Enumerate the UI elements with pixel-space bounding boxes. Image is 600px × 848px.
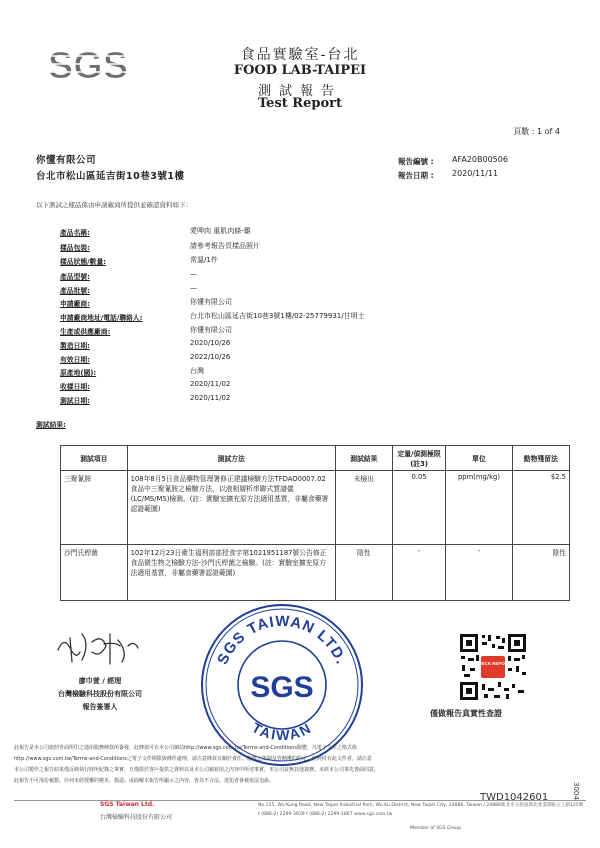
sgs-logo xyxy=(40,42,136,86)
field-value: 請參考報告頁樣品照片 xyxy=(190,242,260,250)
document-serial: TWD1042601 xyxy=(480,792,549,803)
field-label: 原產地(國): xyxy=(60,369,97,377)
signature xyxy=(48,620,148,680)
report-title-en: Test Report xyxy=(258,96,342,111)
cell-method: 102年12月23日衛生福利部部授食字第1021951187號公告修正食品微生物之檢驗方法-沙門氏桿菌之檢驗。(註：實驗室擴充原方法適用基質，非屬食藥署認證範圍) xyxy=(127,545,335,601)
cell-lod: - xyxy=(392,545,446,601)
footer-contact: t (886-2) 2299-3939 f (886-2) 2299-1867 www.sgs.com.tw xyxy=(258,812,393,817)
col-header: 測試方法 xyxy=(127,446,335,471)
table-row xyxy=(61,471,570,545)
field-label: 生產或供應廠商: xyxy=(60,328,111,336)
svg-text:SGS: SGS xyxy=(250,671,314,704)
field-value: 你懂有限公司 xyxy=(190,298,232,306)
field-label: 產品型號: xyxy=(60,273,90,281)
report-date: 2020/11/11 xyxy=(452,169,499,178)
results-table xyxy=(60,445,570,601)
col-header: 測試項目 xyxy=(61,446,128,471)
side-code-text: 3004 xyxy=(572,782,580,800)
footer-terms-line: 此報告不可部份複製。任何未經授權的變更、偽造、或曲解本報告所顯示之內容，皆為不合法，違犯者會被依法追訴。 xyxy=(14,778,275,784)
table-header-row xyxy=(61,446,570,471)
report-number-label: 報告編號 : xyxy=(398,157,434,166)
footer-company-zh: 台灣檢驗科技股份有限公司 xyxy=(100,814,173,821)
field-label: 有效日期: xyxy=(60,356,90,364)
cell-method: 108年8月5日食品藥物管理署修正建議檢驗方法TFDAO0007.02食品中三聚氰胺之檢驗方法，以液相層析串聯式質譜儀(LC/MS/MS)檢測。(註：實驗室擴充原方法適用基質，非屬食藥署認證範圍) xyxy=(127,471,335,545)
lab-title-en: FOOD LAB-TAIPEI xyxy=(233,63,367,78)
col-header: 定量/偵測極限(註3) xyxy=(392,446,446,471)
intro-text: 以下測試之樣品係由申請廠商所提供並確認資料如下： xyxy=(36,201,192,209)
field-label: 申請廠商: xyxy=(60,300,90,308)
field-value: 台灣 xyxy=(190,367,204,375)
page-number: 頁數 : 1 of 4 xyxy=(513,127,560,136)
cell-unit: - xyxy=(446,545,512,601)
member-of-sgs-group: Member of SGS Group xyxy=(410,826,462,831)
footer-terms-line: 此報告是本公司依照背面所印之通用服務條款所簽發，此條款可在本公司網站http://www.sgs.com.tw/Terms-and-Conditions閱覽，凡電子文件之格式依 xyxy=(14,745,357,751)
svg-text:SGS TAIWAN LTD.: SGS TAIWAN LTD. xyxy=(214,612,350,668)
signer-role: 報告簽署人 xyxy=(82,703,118,711)
field-label: 測試日期: xyxy=(60,397,90,405)
field-label: 收樣日期: xyxy=(60,383,90,391)
field-value: 2020/11/02 xyxy=(190,394,231,402)
svg-text:TAIWAN: TAIWAN xyxy=(249,719,315,744)
field-value: 常溫/1件 xyxy=(190,256,218,264)
field-value: — xyxy=(190,270,197,278)
footer-terms-line: http://www.sgs.com.tw/Terms-and-Conditions之電子文件期限與條件處理。請注意條款有關於責任、賠償之限制及管轄權的約定。任何持有此文件者，請注意 xyxy=(14,756,372,762)
field-label: 樣品包裝: xyxy=(60,244,90,252)
col-header: 單位 xyxy=(446,446,512,471)
svg-text:SGS: SGS xyxy=(47,45,129,86)
cell-unit: ppm(mg/kg) xyxy=(446,471,512,545)
field-value: 你懂有限公司 xyxy=(190,326,232,334)
field-value: 2020/10/26 xyxy=(190,339,231,347)
report-title-zh: 測試報告 xyxy=(257,84,342,99)
cell-item: 三聚氰胺 xyxy=(61,471,128,545)
cell-limit: $2.5 xyxy=(512,471,569,545)
qr-verification-label: 僅做報告真實性查證 xyxy=(430,709,502,718)
signer-company: 台灣檢驗科技股份有限公司 xyxy=(58,690,142,698)
footer-address: No.125, Wu Kung Road, New Taipei Industrial Park, Wu Ku District, New Taipei City, 24886, Taiwan / 24886新北市五股區新北產業園區五工路125號 xyxy=(258,803,584,808)
cell-result: 陰性 xyxy=(335,545,392,601)
cell-item: 沙門氏桿菌 xyxy=(61,545,128,601)
table-row xyxy=(61,545,570,601)
results-title: 測試結果: xyxy=(36,421,66,429)
report-date-label: 報告日期 : xyxy=(398,171,434,180)
field-value: 2022/10/26 xyxy=(190,353,231,361)
footer-company-en: SGS Taiwan Ltd. xyxy=(100,801,155,808)
field-label: 產品名稱: xyxy=(60,229,90,237)
field-value: 2020/11/02 xyxy=(190,380,231,388)
field-value: — xyxy=(190,284,197,292)
col-header: 測試結果 xyxy=(335,446,392,471)
client-name: 你懂有限公司 xyxy=(36,155,97,166)
cell-limit: 陰性 xyxy=(512,545,569,601)
report-number: AFA20B00506 xyxy=(452,155,508,164)
field-label: 產品批號: xyxy=(60,287,90,295)
signer-name: 廖巾萱 / 經理 xyxy=(78,677,122,685)
field-value: 愛呷肉 重肌肉條-雞 xyxy=(190,227,251,235)
footer-terms-line: 本公司製作之報告結果僅反映執行時所紀錄之事實，且僅限於客戶提供之資料以及本公司被雇用之內容中所述事實，本公司並無其他義務。未經本公司事先書面同意， xyxy=(14,767,380,773)
svg-text:CHECK REPORT: CHECK REPORT xyxy=(474,661,512,666)
field-label: 申請廠商地址/電話/聯絡人: xyxy=(60,314,143,322)
client-address: 台北市松山區延吉街10巷3號1樓 xyxy=(36,171,185,182)
field-label: 製造日期: xyxy=(60,342,90,350)
field-value: 台北市松山區延吉街10巷3號1樓/02-25779931/甘明士 xyxy=(190,312,365,320)
cell-lod: 0.05 xyxy=(392,471,446,545)
col-header: 動物殘留法 xyxy=(512,446,569,471)
lab-title-zh: 食品實驗室-台北 xyxy=(240,47,360,63)
side-code xyxy=(566,782,584,822)
verification-qr-code[interactable] xyxy=(458,632,528,702)
cell-result: 未檢出 xyxy=(335,471,392,545)
field-label: 樣品狀態/數量: xyxy=(60,258,106,266)
